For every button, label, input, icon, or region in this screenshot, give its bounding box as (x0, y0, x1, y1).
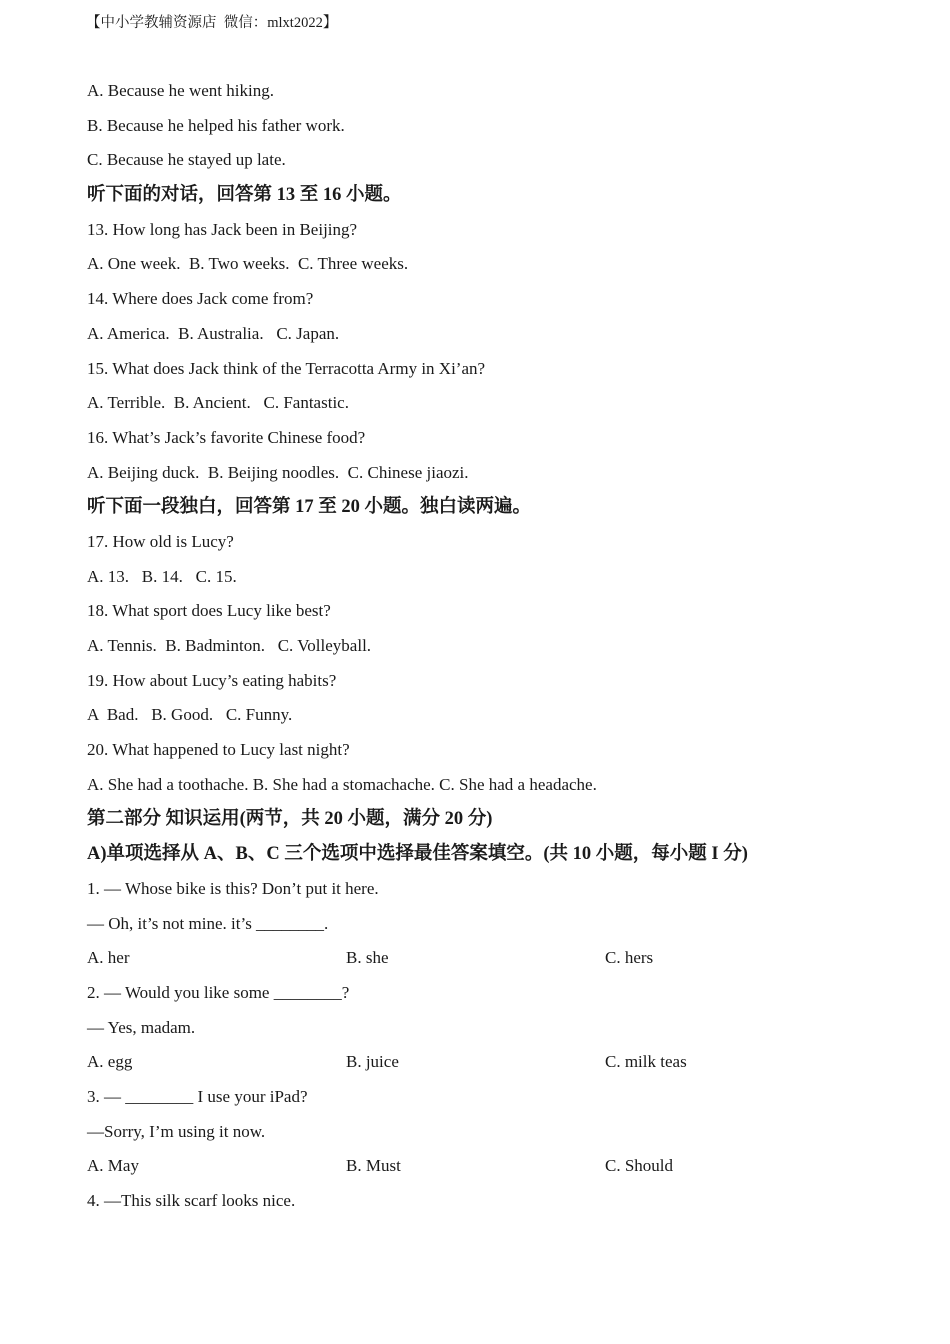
mc2-choices (87, 1049, 887, 1084)
part2-title: 第二部分 知识运用(两节，共 20 小题，满分 20 分) (87, 809, 493, 830)
q20-options: A. She had a toothache. B. She had a stomachache. C. She had a headache. (87, 774, 597, 794)
mc2-line1: 2. — Would you like some ________? (87, 982, 350, 1002)
page-header-watermark: 【中小学教辅资源店 微信：mlxt2022】 (86, 15, 338, 31)
q18-options: A. Tennis. B. Badminton. C. Volleyball. (87, 636, 372, 655)
part2-section-a-title: A)单项选择从 A、B、C 三个选项中选择最佳答案填空。(共 10 小题，每小题 I 分) (87, 844, 748, 865)
mc2-choice-a: A. egg (87, 1052, 133, 1072)
q20-question: 20. What happened to Lucy last night? (87, 740, 350, 760)
q13-options: A. One week. B. Two weeks. C. Three weeks. (87, 254, 409, 274)
mc3-choice-a: A. May (87, 1156, 139, 1176)
q16-question: 16. What’s Jack’s favorite Chinese food? (87, 427, 366, 447)
mc2-choice-b: B. juice (346, 1052, 399, 1072)
q14-question: 14. Where does Jack come from? (87, 289, 314, 309)
mc4-line1: 4. —This silk scarf looks nice. (87, 1191, 296, 1210)
mc3-choice-b: B. Must (346, 1156, 401, 1176)
mc1-choice-a: A. her (87, 948, 130, 968)
q14-options: A. America. B. Australia. C. Japan. (87, 323, 340, 343)
q19-question: 19. How about Lucy’s eating habits? (87, 670, 337, 690)
q13-question: 13. How long has Jack been in Beijing? (87, 219, 358, 239)
mc1-choice-c: C. hers (605, 948, 654, 968)
q12-option-c: C. Because he stayed up late. (87, 150, 286, 170)
q17-question: 17. How old is Lucy? (87, 531, 234, 551)
q19-options: A Bad. B. Good. C. Funny. (87, 705, 293, 725)
mc2-choice-c: C. milk teas (605, 1052, 687, 1072)
mc3-choice-c: C. Should (605, 1156, 674, 1176)
mc3-line1: 3. — ________ I use your iPad? (87, 1086, 308, 1106)
mc3-choices (87, 1153, 887, 1188)
mc1-line1: 1. — Whose bike is this? Don’t put it here. (87, 878, 379, 898)
q17-options: A. 13. B. 14. C. 15. (87, 566, 237, 586)
q18-question: 18. What sport does Lucy like best? (87, 601, 331, 621)
section-heading-17-20: 听下面一段独白，回答第 17 至 20 小题。独白读两遍。 (87, 497, 532, 518)
mc2-line2: — Yes, madam. (87, 1017, 196, 1037)
section-heading-13-16: 听下面的对话，回答第 13 至 16 小题。 (87, 185, 402, 206)
mc1-choice-b: B. she (346, 948, 389, 968)
mc1-choices (87, 945, 887, 980)
q12-option-b: B. Because he helped his father work. (87, 115, 345, 135)
document-body (87, 78, 887, 1223)
q15-question: 15. What does Jack think of the Terracotta Army in Xi’an? (87, 358, 486, 378)
mc1-line2: — Oh, it’s not mine. it’s ________. (87, 913, 329, 933)
q12-option-a: A. Because he went hiking. (87, 81, 274, 100)
q15-options: A. Terrible. B. Ancient. C. Fantastic. (87, 393, 349, 413)
q16-options: A. Beijing duck. B. Beijing noodles. C. Chinese jiaozi. (87, 462, 469, 482)
mc3-line2: —Sorry, I’m using it now. (87, 1121, 266, 1141)
